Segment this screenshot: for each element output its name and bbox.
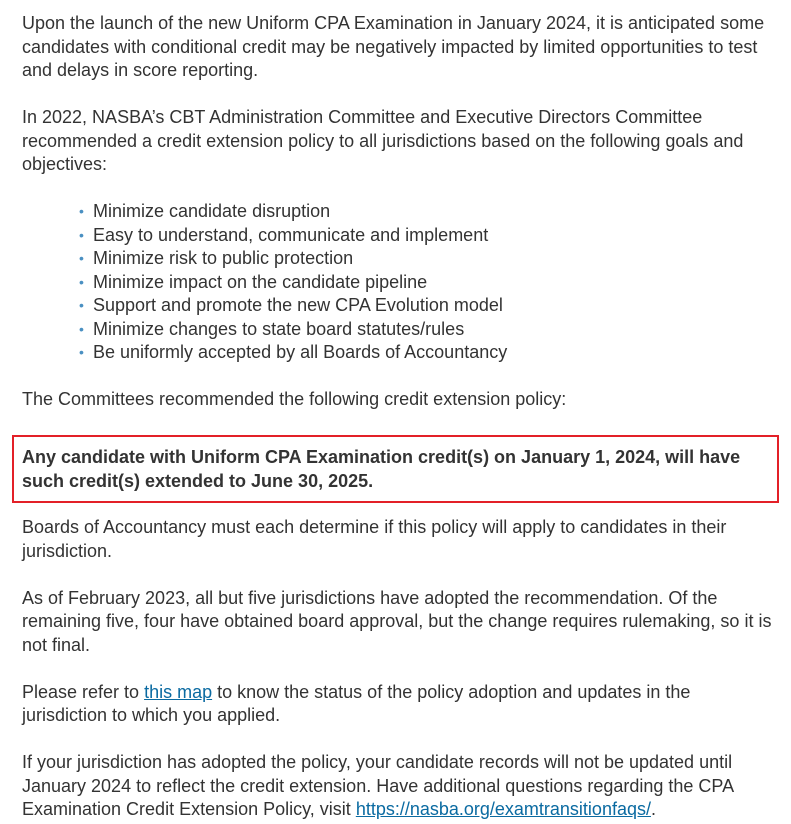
bullet-icon: •: [79, 226, 84, 243]
bullet-icon: •: [79, 320, 84, 337]
list-item: • Minimize candidate disruption: [92, 200, 779, 224]
faq-paragraph: If your jurisdiction has adopted the policy, your candidate records will not be updated until January 2024 to reflect the credit extension. Have additional questions regarding the CPA Examination Credit Extension Policy, visit https://nasba.org/examtransitionfaqs/.: [22, 752, 734, 819]
list-item: • Easy to understand, communicate and implement: [92, 224, 779, 248]
policy-highlight-box: Any candidate with Uniform CPA Examination credit(s) on January 1, 2024, will have such credit(s) extended to June 30, 2025.: [12, 435, 779, 503]
faq-link[interactable]: https://nasba.org/examtransitionfaqs/: [355, 799, 651, 819]
committee-paragraph: In 2022, NASBA’s CBT Administration Committee and Executive Directors Committee recommended a credit extension policy to all jurisdictions based on the following goals and objectives:: [22, 107, 744, 174]
list-item: • Be uniformly accepted by all Boards of Accountancy: [92, 341, 779, 365]
list-item: • Minimize changes to state board statutes/rules: [92, 318, 779, 342]
status-paragraph: As of February 2023, all but five jurisdictions have adopted the recommendation. Of the remaining five, four have obtained board approval, but the change requires rulemaking, so it is not final.: [22, 587, 772, 655]
recommendation-intro: The Committees recommended the following credit extension policy:: [22, 389, 567, 409]
bullet-icon: •: [79, 297, 84, 313]
this-map-link[interactable]: this map: [144, 681, 213, 702]
intro-paragraph: Upon the launch of the new Uniform CPA Examination in January 2024, it is anticipated some candidates with conditional credit may be negatively impacted by limited opportunities to test and delays in score reporting.: [22, 13, 765, 80]
list-item: • Minimize impact on the candidate pipeline: [92, 271, 779, 295]
list-item: • Minimize risk to public protection: [92, 247, 779, 271]
bullet-icon: •: [79, 344, 84, 360]
bullet-icon: •: [79, 203, 84, 219]
map-paragraph: Please refer to this map to know the status of the policy adoption and updates in the jurisdiction to which you applied.: [22, 681, 691, 725]
bullet-icon: •: [79, 273, 84, 290]
bullet-icon: •: [79, 250, 84, 266]
boards-paragraph: Boards of Accountancy must each determine if this policy will apply to candidates in their jurisdiction.: [22, 517, 727, 561]
list-item: • Support and promote the new CPA Evolution model: [92, 294, 779, 318]
goals-list: [22, 200, 779, 365]
